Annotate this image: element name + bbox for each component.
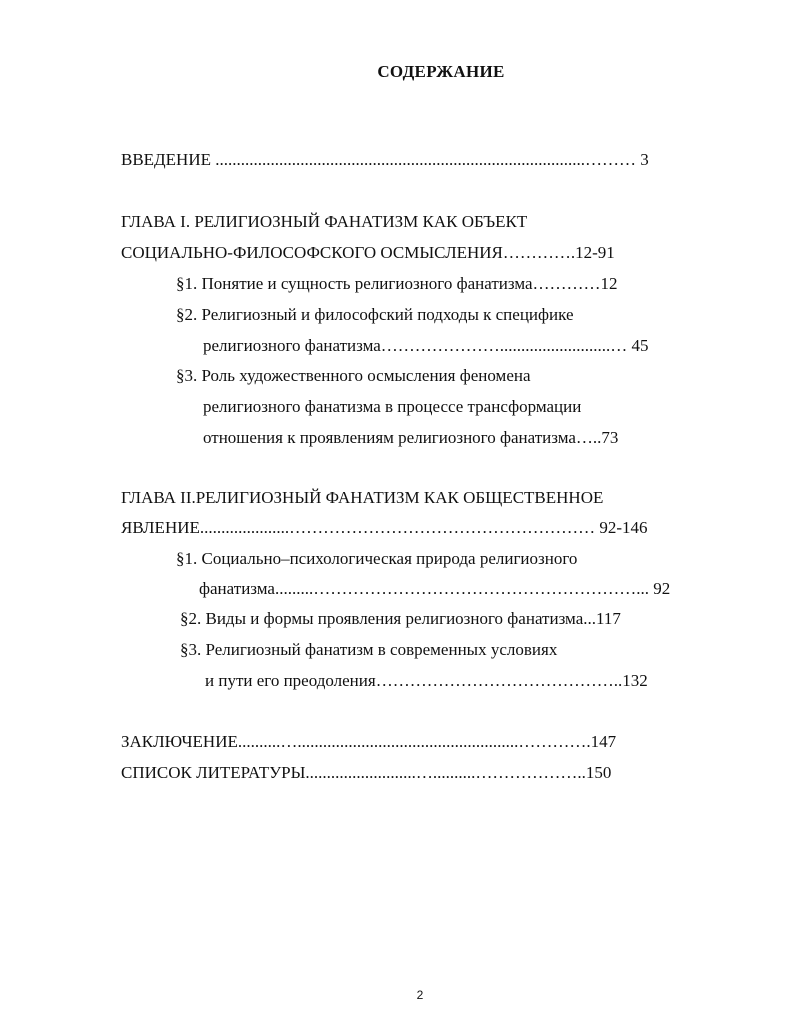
page-number: 2 <box>416 988 424 1002</box>
page-title: СОДЕРЖАНИЕ <box>377 62 505 81</box>
toc-entry-ch1-section-1: §1. Понятие и сущность религиозного фанатизма…………12 <box>176 274 618 293</box>
toc-entry-chapter-2-cont: ЯВЛЕНИЕ.....................……………………………………………… 92-146 <box>121 518 648 537</box>
toc-entry-chapter-1-cont: СОЦИАЛЬНО-ФИЛОСОФСКОГО ОСМЫСЛЕНИЯ………….12-91 <box>121 243 615 262</box>
toc-entry-ch2-section-2: §2. Виды и формы проявления религиозного фанатизма...117 <box>180 609 621 628</box>
toc-entry-ch1-section-3-cont-2: отношения к проявлениям религиозного фанатизма…..73 <box>203 428 619 447</box>
toc-entry-intro: ВВЕДЕНИЕ .......................................................................................……… 3 <box>121 150 649 169</box>
toc-entry-conclusion: ЗАКЛЮЧЕНИЕ..........…....................................................………….147 <box>121 732 617 751</box>
toc-entry-ch2-section-3-cont: и пути его преодоления……………………………………..132 <box>205 671 648 690</box>
toc-entry-ch1-section-3: §3. Роль художественного осмысления феномена <box>176 366 531 385</box>
toc-entry-ch2-section-3: §3. Религиозный фанатизм в современных условиях <box>180 640 558 659</box>
toc-entry-ch2-section-1: §1. Социально–психологическая природа религиозного <box>176 549 578 568</box>
toc-entry-chapter-2: ГЛАВА II.РЕЛИГИОЗНЫЙ ФАНАТИЗМ КАК ОБЩЕСТВЕННОЕ <box>121 488 604 507</box>
toc-entry-chapter-1: ГЛАВА I. РЕЛИГИОЗНЫЙ ФАНАТИЗМ КАК ОБЪЕКТ <box>121 212 528 231</box>
toc-entry-ch1-section-3-cont-1: религиозного фанатизма в процессе трансформации <box>203 397 582 416</box>
toc-entry-references: СПИСОК ЛИТЕРАТУРЫ..........................…..........………………..150 <box>121 763 612 782</box>
toc-entry-ch2-section-1-cont: фанатизма.........…………………………………………………... 92 <box>199 579 671 598</box>
toc-entry-ch1-section-2-cont: религиозного фанатизма…………………..........................… 45 <box>203 336 649 355</box>
toc-entry-ch1-section-2: §2. Религиозный и философский подходы к специфике <box>176 305 574 324</box>
